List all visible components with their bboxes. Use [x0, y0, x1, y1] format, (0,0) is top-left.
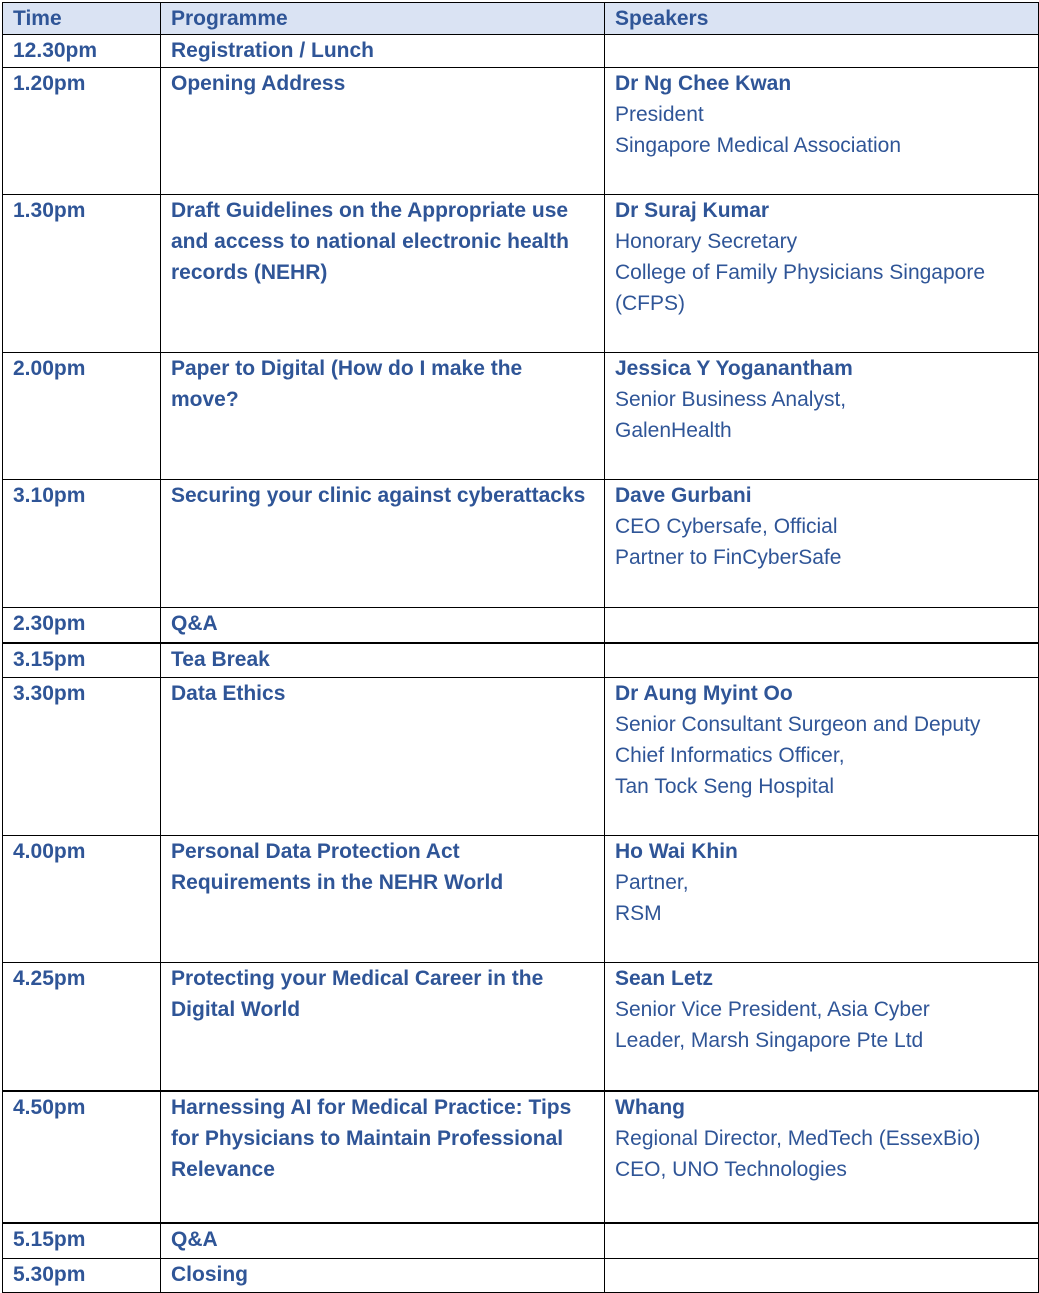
time-cell: 2.30pm: [3, 608, 161, 644]
programme-cell: Paper to Digital (How do I make the move?: [161, 353, 605, 480]
table-row: [3, 1091, 1039, 1223]
speakers-cell: [605, 643, 1039, 678]
time-cell: 5.30pm: [3, 1259, 161, 1293]
time-cell: 3.10pm: [3, 480, 161, 608]
table-row: [3, 195, 1039, 353]
speaker-detail: Honorary Secretary: [615, 230, 798, 253]
programme-cell: Q&A: [161, 608, 605, 644]
header-row: [3, 3, 1039, 35]
speaker-detail: RSM: [615, 902, 662, 925]
time-cell: 4.25pm: [3, 963, 161, 1092]
speaker-detail: Tan Tock Seng Hospital: [615, 775, 835, 798]
table-row: [3, 608, 1039, 644]
header-time: Time: [3, 3, 161, 35]
programme-cell: Opening Address: [161, 68, 605, 195]
table-row: [3, 678, 1039, 836]
speakers-cell: [605, 1091, 1039, 1223]
table-row: [3, 643, 1039, 678]
speaker-detail: Leader, Marsh Singapore Pte Ltd: [615, 1029, 924, 1052]
table-row: [3, 480, 1039, 608]
table-row: [3, 35, 1039, 68]
speakers-cell: [605, 1259, 1039, 1293]
header-speakers: Speakers: [605, 3, 1039, 35]
speaker-name: Dr Aung Myint Oo: [615, 682, 793, 705]
speaker-detail: Senior Vice President, Asia Cyber: [615, 998, 930, 1021]
speaker-name: Dr Ng Chee Kwan: [615, 72, 792, 95]
speaker-detail: College of Family Physicians Singapore (CFPS): [615, 261, 986, 315]
speaker-detail: GalenHealth: [615, 419, 732, 442]
speaker-detail: Regional Director, MedTech (EssexBio): [615, 1127, 981, 1150]
time-cell: 1.30pm: [3, 195, 161, 353]
time-cell: 1.20pm: [3, 68, 161, 195]
programme-cell: Personal Data Protection Act Requirements in the NEHR World: [161, 836, 605, 963]
programme-cell: Harnessing AI for Medical Practice: Tips for Physicians to Maintain Professional Relevance: [161, 1091, 605, 1223]
speakers-cell: [605, 480, 1039, 608]
speakers-cell: [605, 836, 1039, 963]
time-cell: 3.15pm: [3, 643, 161, 678]
programme-table: [2, 2, 1039, 1293]
header-programme: Programme: [161, 3, 605, 35]
programme-cell: Protecting your Medical Career in the Digital World: [161, 963, 605, 1092]
speaker-name: Ho Wai Khin: [615, 840, 738, 863]
programme-cell: Registration / Lunch: [161, 35, 605, 68]
time-cell: 12.30pm: [3, 35, 161, 68]
speaker-detail: CEO Cybersafe, Official: [615, 515, 838, 538]
speakers-cell: [605, 1223, 1039, 1259]
speaker-name: Dave Gurbani: [615, 484, 752, 507]
speakers-cell: [605, 608, 1039, 644]
speaker-name: Sean Letz: [615, 967, 714, 990]
programme-cell: Closing: [161, 1259, 605, 1293]
time-cell: 5.15pm: [3, 1223, 161, 1259]
programme-cell: Data Ethics: [161, 678, 605, 836]
programme-cell: Tea Break: [161, 643, 605, 678]
programme-cell: Securing your clinic against cyberattacks: [161, 480, 605, 608]
speaker-name: Dr Suraj Kumar: [615, 199, 770, 222]
table-row: [3, 1259, 1039, 1293]
table-row: [3, 353, 1039, 480]
table-row: [3, 963, 1039, 1092]
speaker-name: Whang: [615, 1096, 685, 1119]
speakers-cell: [605, 195, 1039, 353]
speakers-cell: [605, 68, 1039, 195]
table-row: [3, 1223, 1039, 1259]
speaker-detail: Partner to FinCyberSafe: [615, 546, 842, 569]
speaker-detail: Senior Business Analyst,: [615, 388, 847, 411]
speakers-cell: [605, 678, 1039, 836]
time-cell: 4.50pm: [3, 1091, 161, 1223]
speakers-cell: [605, 963, 1039, 1092]
speaker-detail: Senior Consultant Surgeon and Deputy: [615, 713, 981, 736]
programme-rows: [3, 35, 1039, 1293]
time-cell: 3.30pm: [3, 678, 161, 836]
table-row: [3, 836, 1039, 963]
speakers-cell: [605, 35, 1039, 68]
time-cell: 4.00pm: [3, 836, 161, 963]
programme-cell: Draft Guidelines on the Appropriate use and access to national electronic health records (NEHR): [161, 195, 605, 353]
speaker-detail: Singapore Medical Association: [615, 134, 902, 157]
speaker-name: Jessica Y Yoganantham: [615, 357, 853, 380]
speakers-cell: [605, 353, 1039, 480]
speaker-detail: CEO, UNO Technologies: [615, 1158, 847, 1181]
programme-cell: Q&A: [161, 1223, 605, 1259]
speaker-detail: Partner,: [615, 871, 689, 894]
speaker-detail: President: [615, 103, 704, 126]
time-cell: 2.00pm: [3, 353, 161, 480]
speaker-detail: Chief Informatics Officer,: [615, 744, 845, 767]
table-row: [3, 68, 1039, 195]
